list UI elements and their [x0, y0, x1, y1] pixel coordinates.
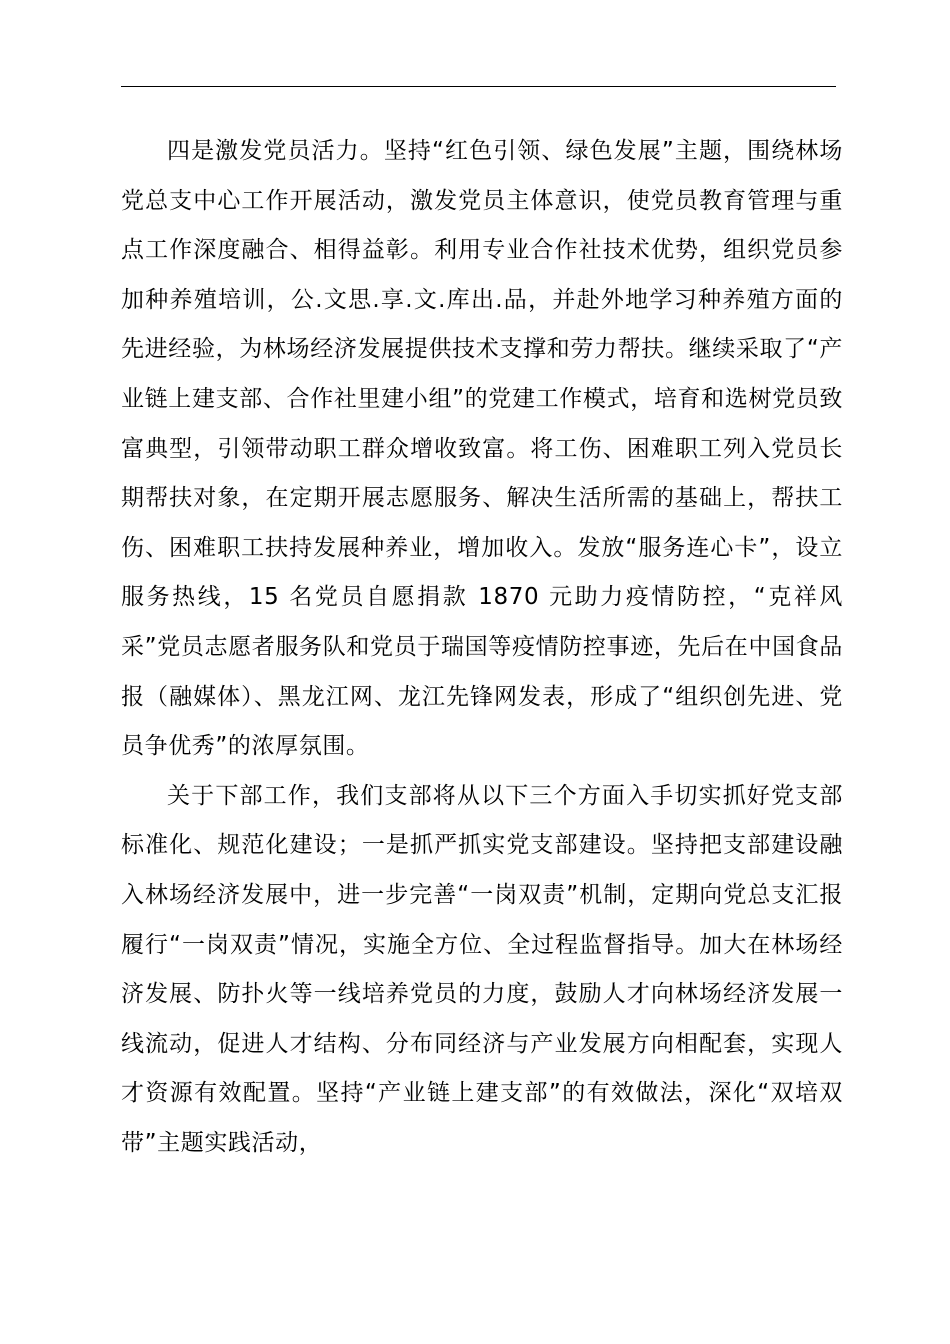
- header-rule: [121, 86, 836, 87]
- paragraph: 关于下部工作，我们支部将从以下三个方面入手切实抓好党支部标准化、规范化建设；一是抓严抓实党支部建设。坚持把支部建设融入林场经济发展中，进一步完善“一岗双责”机制，定期向党总支汇报履行“一岗双责”情况，实施全方位、全过程监督指导。加大在林场经济发展、防扑火等一线培养党员的力度，鼓励人才向林场经济发展一线流动，促进人才结构、分布同经济与产业发展方向相配套，实现人才资源有效配置。坚持“产业链上建支部”的有效做法，深化“双培双带”主题实践活动，: [121, 782, 843, 1156]
- document-body: [121, 127, 843, 1168]
- paragraph: 四是激发党员活力。坚持“红色引领、绿色发展”主题，围绕林场党总支中心工作开展活动，激发党员主体意识，使党员教育管理与重点工作深度融合、相得益彰。利用专业合作社技术优势，组织党员参加种养殖培训，公.文思.享.文.库出.品，并赴外地学习种养殖方面的先进经验，为林场经济发展提供技术支撑和劳力帮扶。继续采取了“产业链上建支部、合作社里建小组”的党建工作模式，培育和选树党员致富典型，引领带动职工群众增收致富。将工伤、困难职工列入党员长期帮扶对象，在定期开展志愿服务、解决生活所需的基础上，帮扶工伤、困难职工扶持发展种养业，增加收入。发放“服务连心卡”，设立服务热线，15 名党员自愿捐款 1870 元助力疫情防控，“克祥风采”党员志愿者服务队和党员于瑞国等疫情防控事迹，先后在中国食品报（融媒体）、黑龙江网、龙江先锋网发表，形成了“组织创先进、党员争优秀”的浓厚氛围。: [121, 138, 843, 760]
